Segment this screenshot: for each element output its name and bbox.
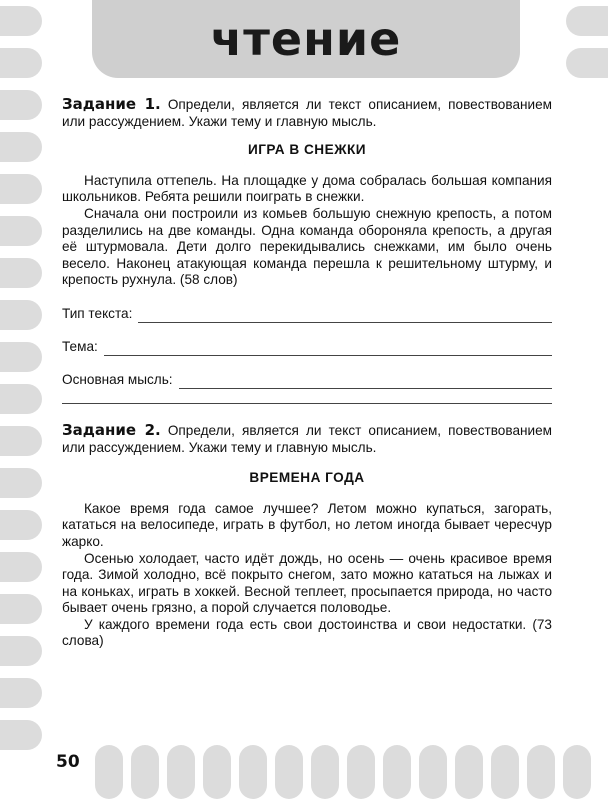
decorative-tab xyxy=(347,745,375,799)
decorative-tab xyxy=(239,745,267,799)
decorative-tab xyxy=(566,6,608,36)
decorative-tab xyxy=(131,745,159,799)
decorative-tab xyxy=(311,745,339,799)
decorative-tab xyxy=(383,745,411,799)
answer-row-main-idea xyxy=(62,371,552,389)
story-1-title: ИГРА В СНЕЖКИ xyxy=(247,142,367,158)
story-2-paragraph: Осенью холодает, часто идёт дождь, но осень — очень красивое время года. Зимой холодно, всё покрыто снегом, зато можно кататься на лыжах и на коньках, играть в хоккей. Весной теплеет, просыпается природа, но часто бывает очень грязно, а порой случается половодье. xyxy=(62,550,552,616)
task-1-text: Определи, является ли текст описанием, повествованием или рассуждением. Укажи тему и главную мысль. xyxy=(62,97,553,129)
decorative-tab xyxy=(491,745,519,799)
story-2-paragraph: Какое время года самое лучшее? Летом можно купаться, загорать, кататься на велосипеде, играть в футбол, но летом иногда бывает чересчур жарко. xyxy=(62,500,552,549)
story-2-title: ВРЕМЕНА ГОДА xyxy=(249,470,365,486)
text-type-answer-line[interactable] xyxy=(138,312,552,323)
decorative-tab xyxy=(0,342,42,372)
decorative-tab xyxy=(0,174,42,204)
decorative-tab xyxy=(95,745,123,799)
decorative-tab xyxy=(0,132,42,162)
topic-label: Тема: xyxy=(62,339,98,355)
page-number: 50 xyxy=(56,752,80,772)
decorative-tab xyxy=(0,552,42,582)
main-idea-answer-line[interactable] xyxy=(179,378,552,389)
decorative-tab xyxy=(0,510,42,540)
decorative-tab xyxy=(0,384,42,414)
decorative-tab xyxy=(0,426,42,456)
task-2-text: Определи, является ли текст описанием, повествованием или рассуждением. Укажи тему и главную мысль. xyxy=(62,422,553,455)
decorative-tab xyxy=(419,745,447,799)
text-type-label: Тип текста: xyxy=(62,306,133,322)
decorative-tab xyxy=(0,636,42,666)
answer-row-text-type xyxy=(62,305,552,323)
decorative-tab xyxy=(527,745,555,799)
decorative-tab xyxy=(0,258,42,288)
decorative-tab xyxy=(563,745,591,799)
topic-answer-line[interactable] xyxy=(104,345,552,356)
decorative-tab xyxy=(455,745,483,799)
decorative-tab xyxy=(0,48,42,78)
story-2-paragraph: У каждого времени года есть свои достоинства и свои недостатки. (73 слова) xyxy=(62,616,552,649)
decorative-tab xyxy=(0,594,42,624)
decorative-tab xyxy=(0,6,42,36)
decorative-tab xyxy=(0,720,42,750)
decorative-tab xyxy=(0,468,42,498)
decorative-tab xyxy=(566,48,608,78)
decorative-tab xyxy=(0,90,42,120)
task-1-instruction xyxy=(62,96,552,130)
page-title: чтение xyxy=(210,12,402,66)
decorative-tab xyxy=(0,216,42,246)
task-2-instruction xyxy=(62,422,552,456)
decorative-tab xyxy=(203,745,231,799)
decorative-tab xyxy=(0,678,42,708)
decorative-tab xyxy=(167,745,195,799)
decorative-tab xyxy=(0,300,42,330)
decorative-tab xyxy=(275,745,303,799)
main-idea-label: Основная мысль: xyxy=(62,372,173,388)
story-1-paragraph: Сначала они построили из комьев большую снежную крепость, а потом разделились на две команды. Одна команда обороняла крепость, а другая её штурмовала. Дети долго перекидывались снежками, им было очень весело. Наконец атакующая команда перешла к решительному штурму, и крепость рухнула. (58 слов) xyxy=(62,205,552,288)
task-2-label: Задание 2. xyxy=(62,420,161,439)
worksheet-content xyxy=(62,96,552,650)
answer-row-topic xyxy=(62,338,552,356)
task-1-label: Задание 1. xyxy=(62,95,161,113)
story-1-paragraph: Наступила оттепель. На площадке у дома собралась большая компания школьников. Ребята решили поиграть в снежки. xyxy=(62,172,552,205)
